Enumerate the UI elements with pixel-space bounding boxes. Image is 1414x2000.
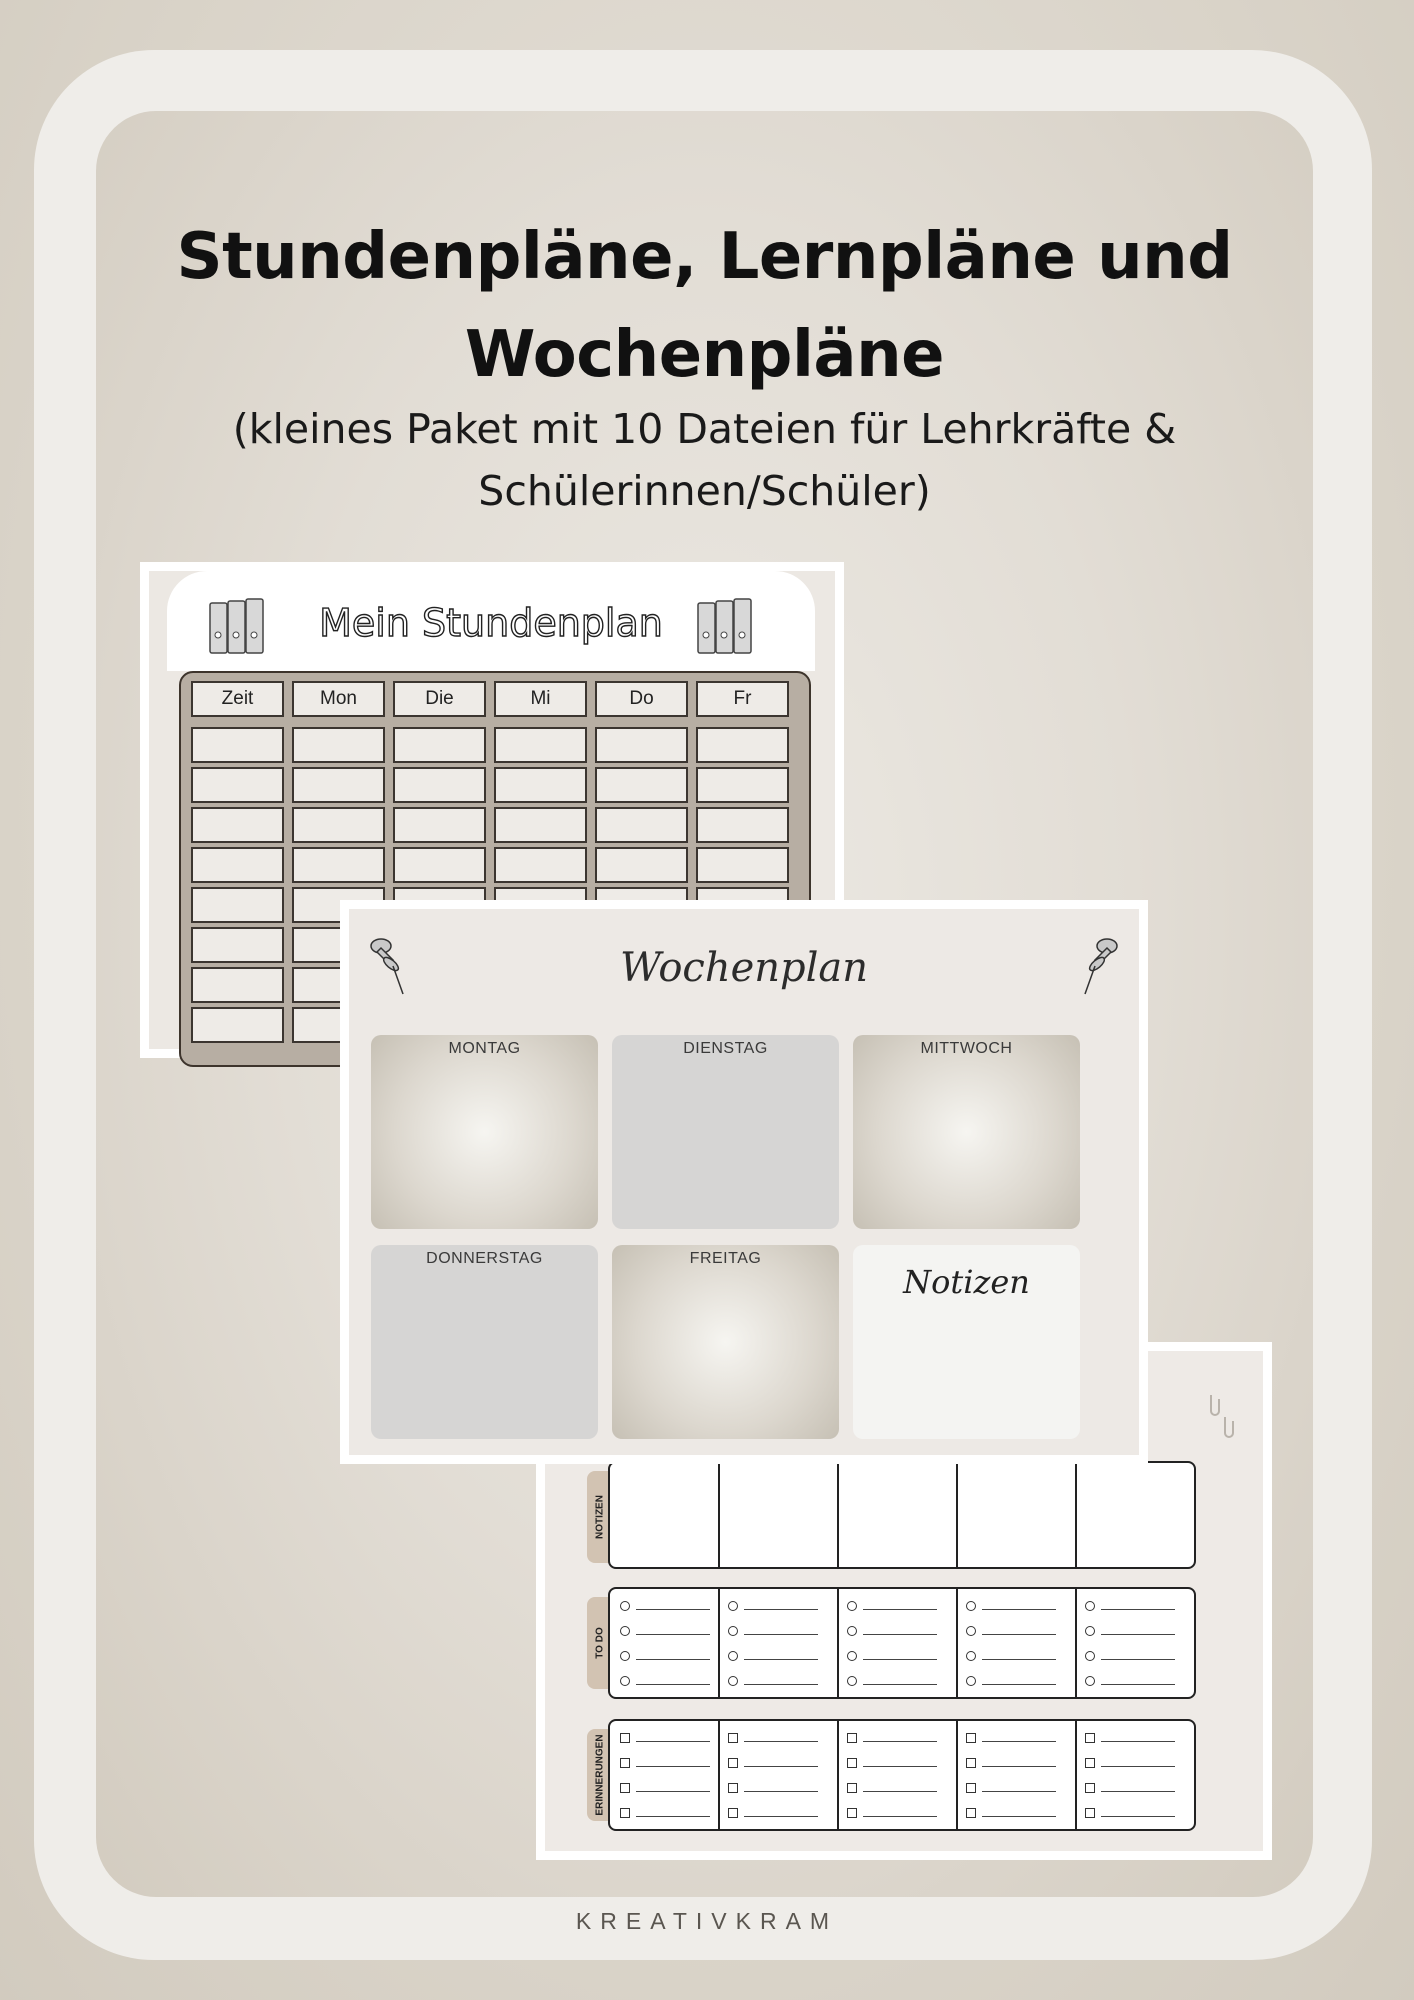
checkbox-icon: [1085, 1733, 1095, 1743]
write-line: [982, 1816, 1056, 1817]
checkbox-icon: [1085, 1783, 1095, 1793]
write-line: [1101, 1816, 1175, 1817]
grid-divider: [837, 1589, 839, 1697]
section-label: NOTIZEN: [594, 1495, 606, 1539]
table-cell: [393, 767, 486, 803]
brand-footer: KREATIVKRAM: [575, 1908, 839, 1934]
grid-divider: [1075, 1463, 1077, 1567]
table-header-cell: Zeit: [191, 681, 284, 717]
circle-icon: [966, 1626, 976, 1636]
day-box-dienstag: [612, 1035, 839, 1229]
checkbox-icon: [620, 1783, 630, 1793]
grid-divider: [837, 1721, 839, 1829]
reminder-line: [728, 1783, 818, 1793]
reminder-line: [966, 1808, 1056, 1818]
write-line: [636, 1634, 710, 1635]
write-line: [636, 1684, 710, 1685]
todo-line: [1085, 1626, 1175, 1636]
write-line: [744, 1816, 818, 1817]
wochenplan-title: Wochenplan: [619, 945, 869, 991]
table-cell: [696, 767, 789, 803]
circle-icon: [728, 1601, 738, 1611]
reminder-line: [620, 1758, 710, 1768]
day-label: MITTWOCH: [920, 1040, 1013, 1057]
write-line: [863, 1816, 937, 1817]
page-title: [96, 208, 1313, 404]
write-line: [982, 1634, 1056, 1635]
table-header-cell: Die: [393, 681, 486, 717]
circle-icon: [847, 1651, 857, 1661]
write-line: [636, 1609, 710, 1610]
table-cell: [191, 767, 284, 803]
checkbox-icon: [728, 1758, 738, 1768]
table-cell: [696, 727, 789, 763]
write-line: [744, 1659, 818, 1660]
grid-divider: [956, 1463, 958, 1567]
stundenplan-title: Mein Stundenplan: [319, 601, 663, 645]
todo-line: [620, 1601, 710, 1611]
write-line: [636, 1741, 710, 1742]
table-cell: [595, 727, 688, 763]
write-line: [744, 1634, 818, 1635]
reminder-line: [1085, 1808, 1175, 1818]
checkbox-icon: [966, 1758, 976, 1768]
pushpin-icon: [367, 934, 407, 998]
table-cell: [191, 1007, 284, 1043]
circle-icon: [620, 1626, 630, 1636]
section-label: ERINNERUNGEN: [594, 1734, 606, 1816]
write-line: [744, 1791, 818, 1792]
table-cell: [292, 807, 385, 843]
circle-icon: [728, 1626, 738, 1636]
checkbox-icon: [966, 1783, 976, 1793]
write-line: [982, 1741, 1056, 1742]
wochenplan-paper: [349, 909, 1139, 1455]
table-cell: [191, 967, 284, 1003]
checkbox-icon: [620, 1733, 630, 1743]
table-cell: [494, 727, 587, 763]
write-line: [982, 1659, 1056, 1660]
page-subtitle: [96, 398, 1313, 522]
checkbox-icon: [620, 1808, 630, 1818]
todo-line: [1085, 1601, 1175, 1611]
reminder-line: [847, 1758, 937, 1768]
reminder-line: [966, 1758, 1056, 1768]
section-label: TO DO: [594, 1627, 606, 1659]
grid-divider: [718, 1721, 720, 1829]
todo-line: [1085, 1651, 1175, 1661]
reminder-line: [728, 1808, 818, 1818]
binder-icon: [695, 597, 759, 655]
write-line: [1101, 1659, 1175, 1660]
circle-icon: [847, 1626, 857, 1636]
circle-icon: [1085, 1601, 1095, 1611]
circle-icon: [620, 1651, 630, 1661]
title-line-1: Stundenpläne, Lernpläne und: [176, 220, 1233, 294]
day-box-mittwoch: [853, 1035, 1080, 1229]
checkbox-icon: [620, 1758, 630, 1768]
grid-divider: [1075, 1589, 1077, 1697]
reminder-line: [728, 1758, 818, 1768]
day-box-montag: [371, 1035, 598, 1229]
table-cell: [494, 767, 587, 803]
write-line: [1101, 1634, 1175, 1635]
todo-line: [728, 1626, 818, 1636]
todo-line: [847, 1651, 937, 1661]
planner-grid: [608, 1587, 1196, 1699]
write-line: [982, 1609, 1056, 1610]
todo-line: [728, 1676, 818, 1686]
paperclip-icon: [1205, 1391, 1239, 1447]
circle-icon: [1085, 1626, 1095, 1636]
todo-line: [966, 1626, 1056, 1636]
table-cell: [595, 847, 688, 883]
table-header-cell: Mon: [292, 681, 385, 717]
write-line: [863, 1741, 937, 1742]
write-line: [863, 1684, 937, 1685]
todo-line: [620, 1676, 710, 1686]
write-line: [1101, 1684, 1175, 1685]
write-line: [744, 1741, 818, 1742]
write-line: [1101, 1609, 1175, 1610]
day-label: FREITAG: [689, 1250, 762, 1267]
reminder-line: [1085, 1733, 1175, 1743]
reminder-line: [620, 1783, 710, 1793]
todo-line: [847, 1601, 937, 1611]
grid-divider: [956, 1721, 958, 1829]
circle-icon: [728, 1651, 738, 1661]
day-box-freitag: [612, 1245, 839, 1439]
reminder-line: [966, 1733, 1056, 1743]
todo-line: [620, 1651, 710, 1661]
grid-divider: [1075, 1721, 1077, 1829]
checkbox-icon: [847, 1783, 857, 1793]
circle-icon: [620, 1601, 630, 1611]
todo-line: [847, 1676, 937, 1686]
write-line: [1101, 1791, 1175, 1792]
table-header-cell: Fr: [696, 681, 789, 717]
circle-icon: [620, 1676, 630, 1686]
grid-divider: [837, 1463, 839, 1567]
todo-line: [728, 1601, 818, 1611]
reminder-line: [620, 1733, 710, 1743]
subtitle-line-2: Schülerinnen/Schüler): [478, 467, 931, 515]
notes-label: Notizen: [903, 1263, 1030, 1301]
table-cell: [494, 847, 587, 883]
day-box-donnerstag: [371, 1245, 598, 1439]
write-line: [863, 1659, 937, 1660]
circle-icon: [1085, 1676, 1095, 1686]
table-cell: [696, 807, 789, 843]
table-header-cell: Mi: [494, 681, 587, 717]
todo-line: [847, 1626, 937, 1636]
table-cell: [292, 727, 385, 763]
table-cell: [191, 727, 284, 763]
circle-icon: [966, 1651, 976, 1661]
write-line: [863, 1634, 937, 1635]
grid-divider: [956, 1589, 958, 1697]
grid-divider: [718, 1463, 720, 1567]
day-label: MONTAG: [448, 1040, 521, 1057]
write-line: [982, 1684, 1056, 1685]
todo-line: [620, 1626, 710, 1636]
checkbox-icon: [966, 1808, 976, 1818]
wochenplan-preview: [340, 900, 1148, 1464]
write-line: [636, 1659, 710, 1660]
checkbox-icon: [847, 1733, 857, 1743]
write-line: [1101, 1741, 1175, 1742]
table-header-cell: Do: [595, 681, 688, 717]
write-line: [863, 1766, 937, 1767]
table-cell: [393, 807, 486, 843]
checkbox-icon: [847, 1758, 857, 1768]
day-label: DIENSTAG: [683, 1040, 768, 1057]
planner-grid: [608, 1461, 1196, 1569]
table-cell: [595, 767, 688, 803]
grid-divider: [718, 1589, 720, 1697]
write-line: [982, 1766, 1056, 1767]
reminder-line: [847, 1808, 937, 1818]
reminder-line: [1085, 1783, 1175, 1793]
write-line: [863, 1609, 937, 1610]
write-line: [636, 1766, 710, 1767]
reminder-line: [966, 1783, 1056, 1793]
reminder-line: [728, 1733, 818, 1743]
day-label: DONNERSTAG: [426, 1250, 543, 1267]
table-cell: [191, 887, 284, 923]
checkbox-icon: [728, 1808, 738, 1818]
checkbox-icon: [728, 1783, 738, 1793]
circle-icon: [966, 1601, 976, 1611]
write-line: [744, 1609, 818, 1610]
checkbox-icon: [966, 1733, 976, 1743]
circle-icon: [847, 1601, 857, 1611]
table-cell: [494, 807, 587, 843]
write-line: [1101, 1766, 1175, 1767]
table-cell: [292, 847, 385, 883]
table-cell: [191, 927, 284, 963]
checkbox-icon: [847, 1808, 857, 1818]
todo-line: [966, 1651, 1056, 1661]
table-cell: [191, 807, 284, 843]
write-line: [636, 1816, 710, 1817]
notes-box: [853, 1245, 1080, 1439]
table-cell: [696, 847, 789, 883]
table-cell: [393, 847, 486, 883]
circle-icon: [966, 1676, 976, 1686]
todo-line: [966, 1676, 1056, 1686]
write-line: [744, 1766, 818, 1767]
todo-line: [966, 1601, 1056, 1611]
table-cell: [393, 727, 486, 763]
reminder-line: [620, 1808, 710, 1818]
reminder-line: [847, 1783, 937, 1793]
title-line-2: Wochenpläne: [464, 318, 945, 392]
subtitle-line-1: (kleines Paket mit 10 Dateien für Lehrkräfte &: [232, 405, 1177, 453]
circle-icon: [1085, 1651, 1095, 1661]
checkbox-icon: [1085, 1758, 1095, 1768]
reminder-line: [847, 1733, 937, 1743]
pushpin-icon: [1081, 934, 1121, 998]
write-line: [863, 1791, 937, 1792]
todo-line: [1085, 1676, 1175, 1686]
checkbox-icon: [1085, 1808, 1095, 1818]
table-cell: [595, 807, 688, 843]
write-line: [744, 1684, 818, 1685]
planner-grid: [608, 1719, 1196, 1831]
checkbox-icon: [728, 1733, 738, 1743]
binder-icon: [207, 597, 271, 655]
write-line: [636, 1791, 710, 1792]
stundenplan-header: [167, 571, 815, 671]
circle-icon: [728, 1676, 738, 1686]
todo-line: [728, 1651, 818, 1661]
table-cell: [292, 767, 385, 803]
reminder-line: [1085, 1758, 1175, 1768]
write-line: [982, 1791, 1056, 1792]
table-cell: [191, 847, 284, 883]
circle-icon: [847, 1676, 857, 1686]
